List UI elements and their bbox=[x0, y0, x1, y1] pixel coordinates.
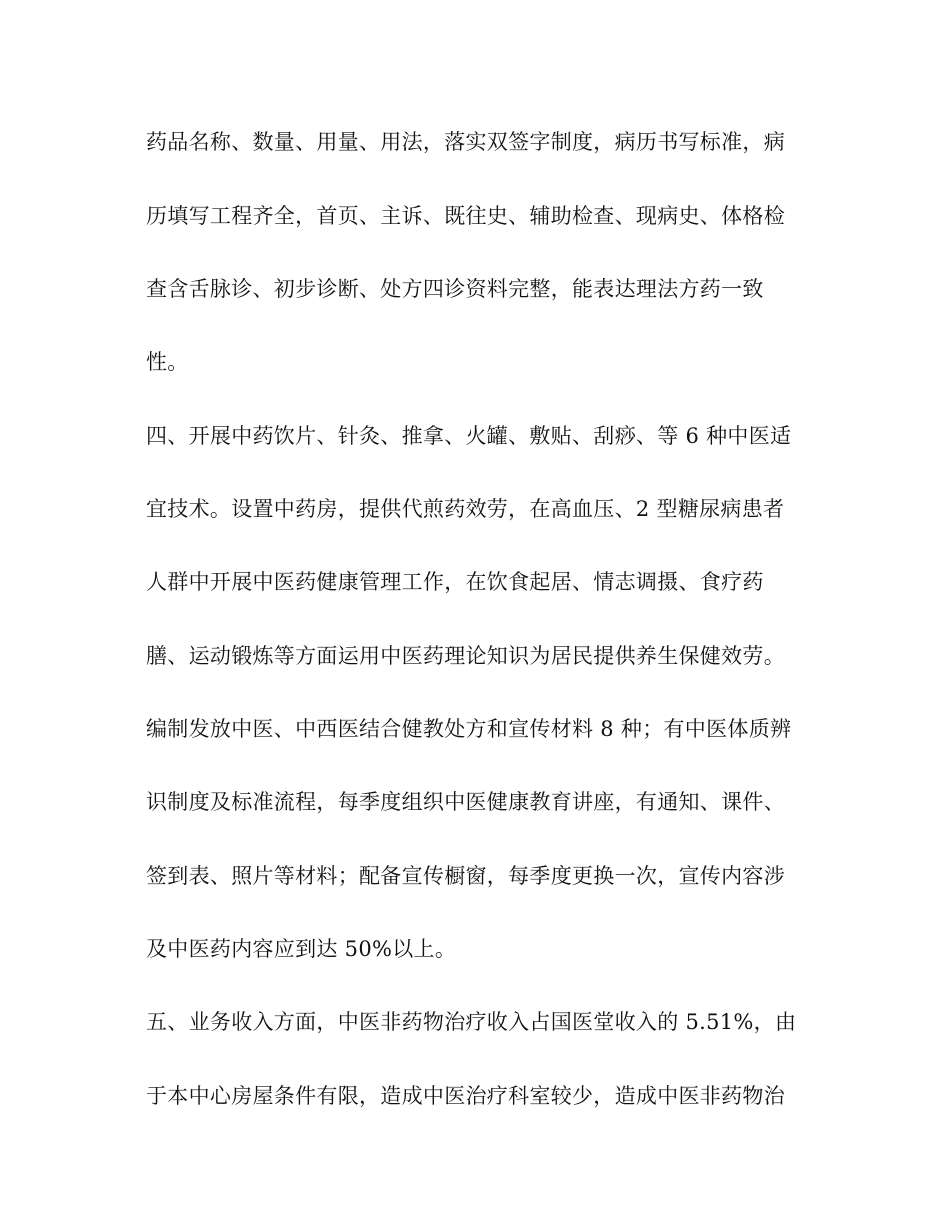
section-four-start: 四、开展中药饮片、针灸、推拿、火罐、敷贴、刮痧、等 6 种中医适 bbox=[146, 424, 792, 448]
text-line: 于本中心房屋条件有限，造成中医治疗科室较少，造成中医非药物治 bbox=[146, 1084, 785, 1108]
text-line: 及中医药内容应到达 50%以上。 bbox=[146, 937, 457, 961]
text-line: 人群中开展中医药健康管理工作，在饮食起居、情志调摄、食疗药 bbox=[146, 570, 764, 594]
section-five-start: 五、业务收入方面，中医非药物治疗收入占国医堂收入的 5.51%，由 bbox=[146, 1010, 797, 1034]
text-line: 药品名称、数量、用量、用法，落实双签字制度，病历书写标准，病 bbox=[146, 130, 785, 154]
text-line: 历填写工程齐全，首页、主诉、既往史、辅助检查、现病史、体格检 bbox=[146, 204, 785, 228]
text-line: 性。 bbox=[146, 350, 189, 374]
text-line: 签到表、照片等材料；配备宣传橱窗，每季度更换一次，宣传内容涉 bbox=[146, 864, 785, 888]
text-line: 识制度及标准流程，每季度组织中医健康教育讲座，有通知、课件、 bbox=[146, 790, 785, 814]
text-line: 宜技术。设置中药房，提供代煎药效劳，在高血压、2 型糖尿病患者 bbox=[146, 497, 785, 521]
text-line: 查含舌脉诊、初步诊断、处方四诊资料完整，能表达理法方药一致 bbox=[146, 277, 764, 301]
text-line: 膳、运动锻炼等方面运用中医药理论知识为居民提供养生保健效劳。 bbox=[146, 644, 785, 668]
text-line: 编制发放中医、中西医结合健教处方和宣传材料 8 种；有中医体质辨 bbox=[146, 717, 792, 741]
